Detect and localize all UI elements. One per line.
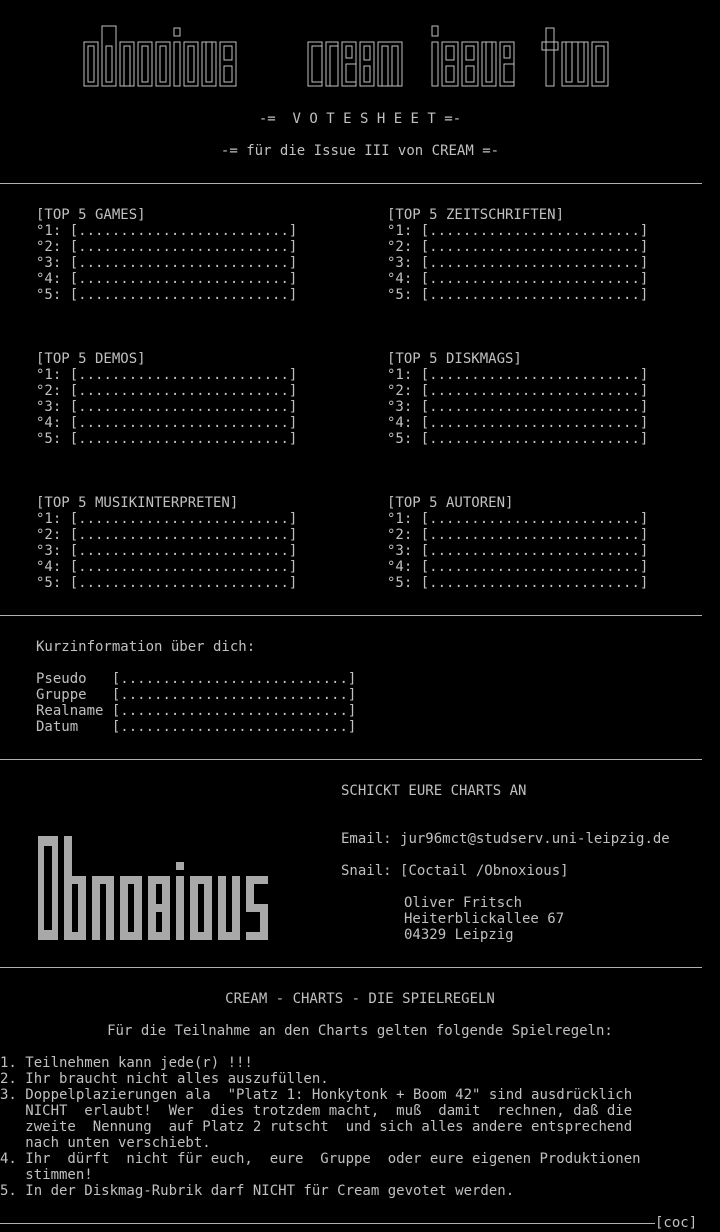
divider <box>0 967 702 968</box>
rule-line: 2. Ihr braucht nicht alles auszufüllen. <box>0 1071 329 1087</box>
category-title: [TOP 5 ZEITSCHRIFTEN] <box>387 207 565 223</box>
rule-line: stimmen! <box>0 1167 93 1183</box>
category-title: [TOP 5 DEMOS] <box>36 351 146 367</box>
rank-input[interactable]: [.........................] <box>420 431 649 447</box>
rank-input[interactable]: [.........................] <box>69 431 298 447</box>
rank-input[interactable]: [.........................] <box>69 383 298 399</box>
rank-row: °2: [.........................] <box>387 527 649 543</box>
rank-input[interactable]: [.........................] <box>69 367 298 383</box>
rank-input[interactable]: [.........................] <box>420 223 649 239</box>
snail-row: Snail: [Coctail /Obnoxious] <box>341 863 569 879</box>
rank-input[interactable]: [.........................] <box>69 223 298 239</box>
rank-row: °5: [.........................] <box>387 431 649 447</box>
rank-row: °3: [.........................] <box>36 399 298 415</box>
category-title: [TOP 5 AUTOREN] <box>387 495 514 511</box>
rank-row: °4: [.........................] <box>36 271 298 287</box>
snail-address: [Coctail /Obnoxious] <box>400 863 569 879</box>
info-row-gruppe: Gruppe [...........................] <box>36 687 357 703</box>
rank-row: °4: [.........................] <box>36 559 298 575</box>
contact-heading: SCHICKT EURE CHARTS AN <box>341 783 527 799</box>
rank-input[interactable]: [.........................] <box>69 287 298 303</box>
rank-row: °3: [.........................] <box>36 255 298 271</box>
rank-row: °3: [.........................] <box>387 255 649 271</box>
divider <box>0 183 702 184</box>
gruppe-field[interactable]: [...........................] <box>111 687 357 703</box>
footer-divider <box>0 1223 655 1224</box>
rank-input[interactable]: [.........................] <box>69 239 298 255</box>
rank-input[interactable]: [.........................] <box>420 383 649 399</box>
rank-row: °4: [.........................] <box>387 271 649 287</box>
rank-row: °4: [.........................] <box>387 559 649 575</box>
rule-line: 5. In der Diskmag-Rubrik darf NICHT für Cream gevotet werden. <box>0 1183 515 1199</box>
divider <box>0 615 702 616</box>
votesheet-subtitle: -= für die Issue III von CREAM =- <box>220 143 500 159</box>
email-row: Email: jur96mct@studserv.uni-leipzig.de <box>341 831 670 847</box>
rule-line: 3. Doppelplazierungen ala "Platz 1: Honkytonk + Boom 42" sind ausdrücklich <box>0 1087 633 1103</box>
rank-row: °1: [.........................] <box>387 511 649 527</box>
rank-row: °1: [.........................] <box>387 367 649 383</box>
info-heading: Kurzinformation über dich: <box>36 639 256 655</box>
rank-input[interactable]: [.........................] <box>420 559 649 575</box>
email-link[interactable]: jur96mct@studserv.uni-leipzig.de <box>400 831 670 847</box>
cream-issue-two-logo <box>82 22 622 90</box>
rank-input[interactable]: [.........................] <box>420 527 649 543</box>
rank-input[interactable]: [.........................] <box>69 543 298 559</box>
rank-row: °4: [.........................] <box>387 415 649 431</box>
rank-input[interactable]: [.........................] <box>420 511 649 527</box>
rank-row: °2: [.........................] <box>36 383 298 399</box>
rank-row: °5: [.........................] <box>36 575 298 591</box>
rule-line: nach unten verschiebt. <box>0 1135 211 1151</box>
info-row-pseudo: Pseudo [...........................] <box>36 671 357 687</box>
rule-line: 1. Teilnehmen kann jede(r) !!! <box>0 1055 253 1071</box>
rank-input[interactable]: [.........................] <box>420 239 649 255</box>
rank-input[interactable]: [.........................] <box>69 511 298 527</box>
rank-row: °1: [.........................] <box>36 223 298 239</box>
rank-input[interactable]: [.........................] <box>69 271 298 287</box>
rank-row: °3: [.........................] <box>36 543 298 559</box>
votesheet-title: -= V O T E S H E E T =- <box>258 111 462 127</box>
rank-row: °4: [.........................] <box>36 415 298 431</box>
rules-intro: Für die Teilnahme an den Charts gelten folgende Spielregeln: <box>107 1023 613 1039</box>
rank-input[interactable]: [.........................] <box>420 415 649 431</box>
category-title: [TOP 5 DISKMAGS] <box>387 351 522 367</box>
rule-line: zweite Nennung auf Platz 2 rutscht und sich alles andere entsprechend <box>0 1119 633 1135</box>
realname-field[interactable]: [...........................] <box>111 703 357 719</box>
rank-input[interactable]: [.........................] <box>69 415 298 431</box>
rank-input[interactable]: [.........................] <box>420 367 649 383</box>
category-title: [TOP 5 GAMES] <box>36 207 146 223</box>
rule-line: 4. Ihr dürft nicht für euch, eure Gruppe oder eure eigenen Produktionen <box>0 1151 641 1167</box>
rank-input[interactable]: [.........................] <box>69 575 298 591</box>
rank-row: °1: [.........................] <box>36 367 298 383</box>
rank-row: °3: [.........................] <box>387 543 649 559</box>
datum-field[interactable]: [...........................] <box>111 719 357 735</box>
rank-input[interactable]: [.........................] <box>420 575 649 591</box>
rules-heading: CREAM - CHARTS - DIE SPIELREGELN <box>225 991 495 1007</box>
rule-line: NICHT erlaubt! Wer dies trotzdem macht, muß damit rechnen, daß die <box>0 1103 633 1119</box>
divider <box>0 759 702 760</box>
info-row-datum: Datum [...........................] <box>36 719 357 735</box>
rank-row: °1: [.........................] <box>387 223 649 239</box>
rank-row: °5: [.........................] <box>36 287 298 303</box>
address-street: Heiterblickallee 67 <box>404 911 565 927</box>
rank-input[interactable]: [.........................] <box>420 543 649 559</box>
rank-row: °5: [.........................] <box>36 431 298 447</box>
rank-input[interactable]: [.........................] <box>69 399 298 415</box>
rank-input[interactable]: [.........................] <box>420 255 649 271</box>
signature: [coc] <box>655 1215 698 1231</box>
pseudo-field[interactable]: [...........................] <box>111 671 357 687</box>
rank-row: °1: [.........................] <box>36 511 298 527</box>
category-title: [TOP 5 MUSIKINTERPRETEN] <box>36 495 239 511</box>
obnoxious-logo <box>34 832 294 944</box>
rank-input[interactable]: [.........................] <box>420 271 649 287</box>
rank-row: °2: [.........................] <box>387 383 649 399</box>
address-name: Oliver Fritsch <box>404 895 523 911</box>
rank-input[interactable]: [.........................] <box>69 559 298 575</box>
rank-row: °5: [.........................] <box>387 287 649 303</box>
rank-input[interactable]: [.........................] <box>69 527 298 543</box>
rank-input[interactable]: [.........................] <box>69 255 298 271</box>
rank-input[interactable]: [.........................] <box>420 287 649 303</box>
rank-row: °3: [.........................] <box>387 399 649 415</box>
rank-row: °2: [.........................] <box>36 239 298 255</box>
rank-row: °5: [.........................] <box>387 575 649 591</box>
rank-input[interactable]: [.........................] <box>420 399 649 415</box>
rank-row: °2: [.........................] <box>387 239 649 255</box>
rank-row: °2: [.........................] <box>36 527 298 543</box>
info-row-realname: Realname [...........................] <box>36 703 357 719</box>
address-city: 04329 Leipzig <box>404 927 514 943</box>
